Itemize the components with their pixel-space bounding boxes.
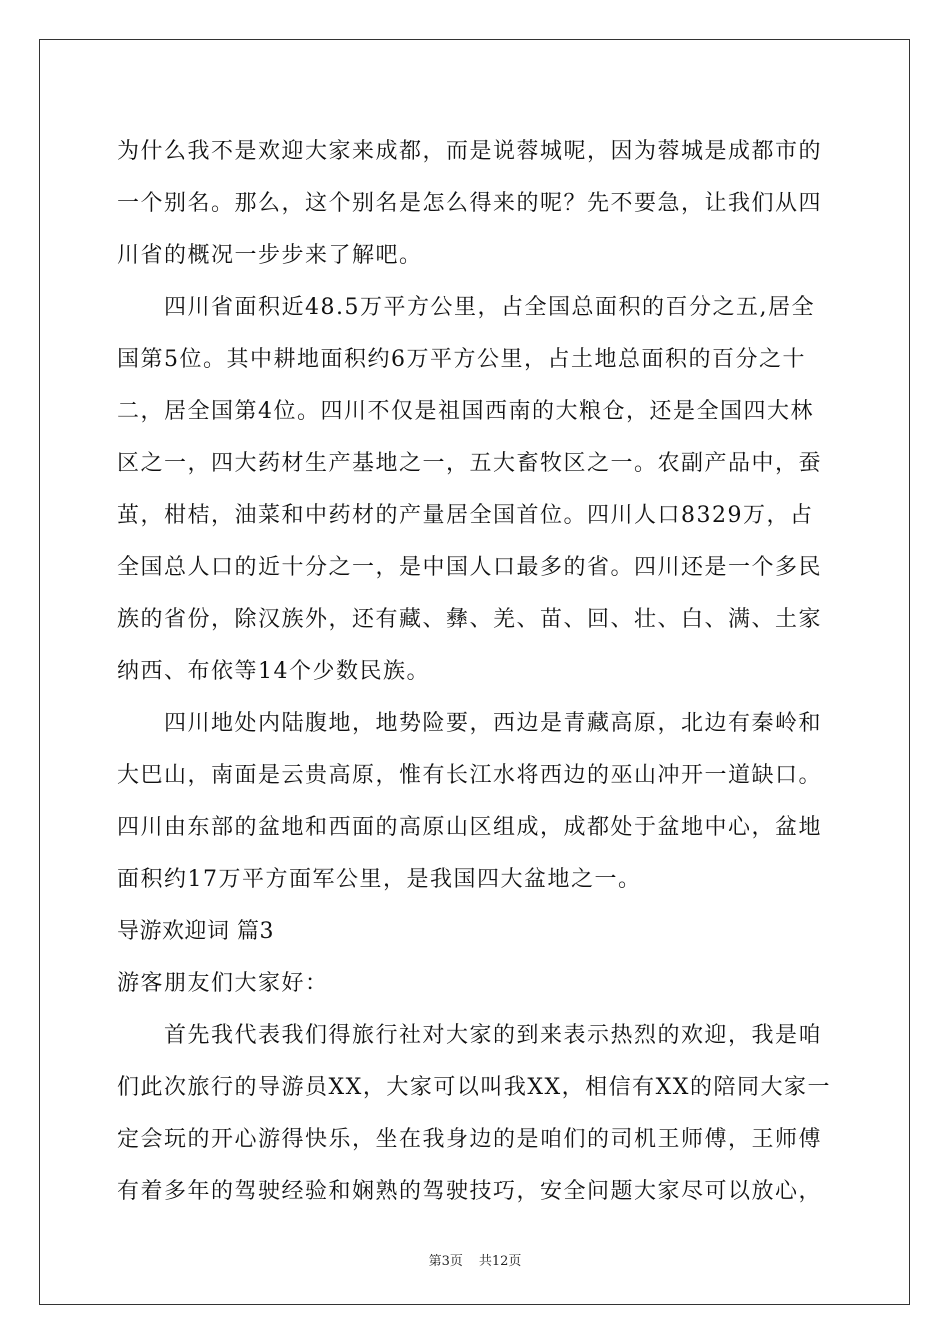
text-line: 为什么我不是欢迎大家来成都，而是说蓉城呢，因为蓉城是成都市的: [117, 139, 823, 164]
text-line: 游客朋友们大家好：: [117, 971, 329, 996]
text-line: 全国总人口的近十分之一，是中国人口最多的省。四川还是一个多民: [117, 555, 823, 580]
text-line: 大巴山，南面是云贵高原，惟有长江水将西边的巫山冲开一道缺口。: [117, 763, 823, 788]
text-line: 二，居全国第4位。四川不仅是祖国西南的大粮仓，还是全国四大林: [117, 399, 814, 424]
text-line: 定会玩的开心游得快乐，坐在我身边的是咱们的司机王师傅，王师傅: [117, 1127, 823, 1152]
text-line: 有着多年的驾驶经验和娴熟的驾驶技巧，安全问题大家尽可以放心，: [117, 1179, 823, 1204]
text-line: 一个别名。那么，这个别名是怎么得来的呢？先不要急，让我们从四: [117, 191, 823, 216]
page-total: 共12页: [478, 1254, 522, 1269]
section-heading: 导游欢迎词 篇3: [117, 919, 274, 944]
text-line: 首先我代表我们得旅行社对大家的到来表示热烈的欢迎，我是咱: [117, 1023, 823, 1048]
document-body: [117, 126, 833, 1218]
page-footer: [0, 1250, 950, 1269]
text-line: 面积约17万平方面军公里，是我国四大盆地之一。: [117, 867, 642, 892]
text-line: 区之一，四大药材生产基地之一，五大畜牧区之一。农副产品中，蚕: [117, 451, 823, 476]
text-line: 纳西、布依等14个少数民族。: [117, 659, 430, 684]
text-line: 茧，柑桔，油菜和中药材的产量居全国首位。四川人口8329万，占: [117, 503, 814, 528]
text-line: 们此次旅行的导游员XX，大家可以叫我XX，相信有XX的陪同大家一: [117, 1075, 831, 1100]
text-line: 四川由东部的盆地和西面的高原山区组成，成都处于盆地中心，盆地: [117, 815, 823, 840]
text-line: 川省的概况一步步来了解吧。: [117, 243, 423, 268]
text-line: 族的省份，除汉族外，还有藏、彝、羌、苗、回、壮、白、满、土家: [117, 607, 823, 632]
text-line: 四川地处内陆腹地，地势险要，西边是青藏高原，北边有秦岭和: [117, 711, 823, 736]
page-number: 第3页: [428, 1254, 463, 1269]
text-line: 四川省面积近48.5万平方公里，占全国总面积的百分之五,居全: [117, 295, 815, 320]
text-line: 国第5位。其中耕地面积约6万平方公里，占土地总面积的百分之十: [117, 347, 806, 372]
